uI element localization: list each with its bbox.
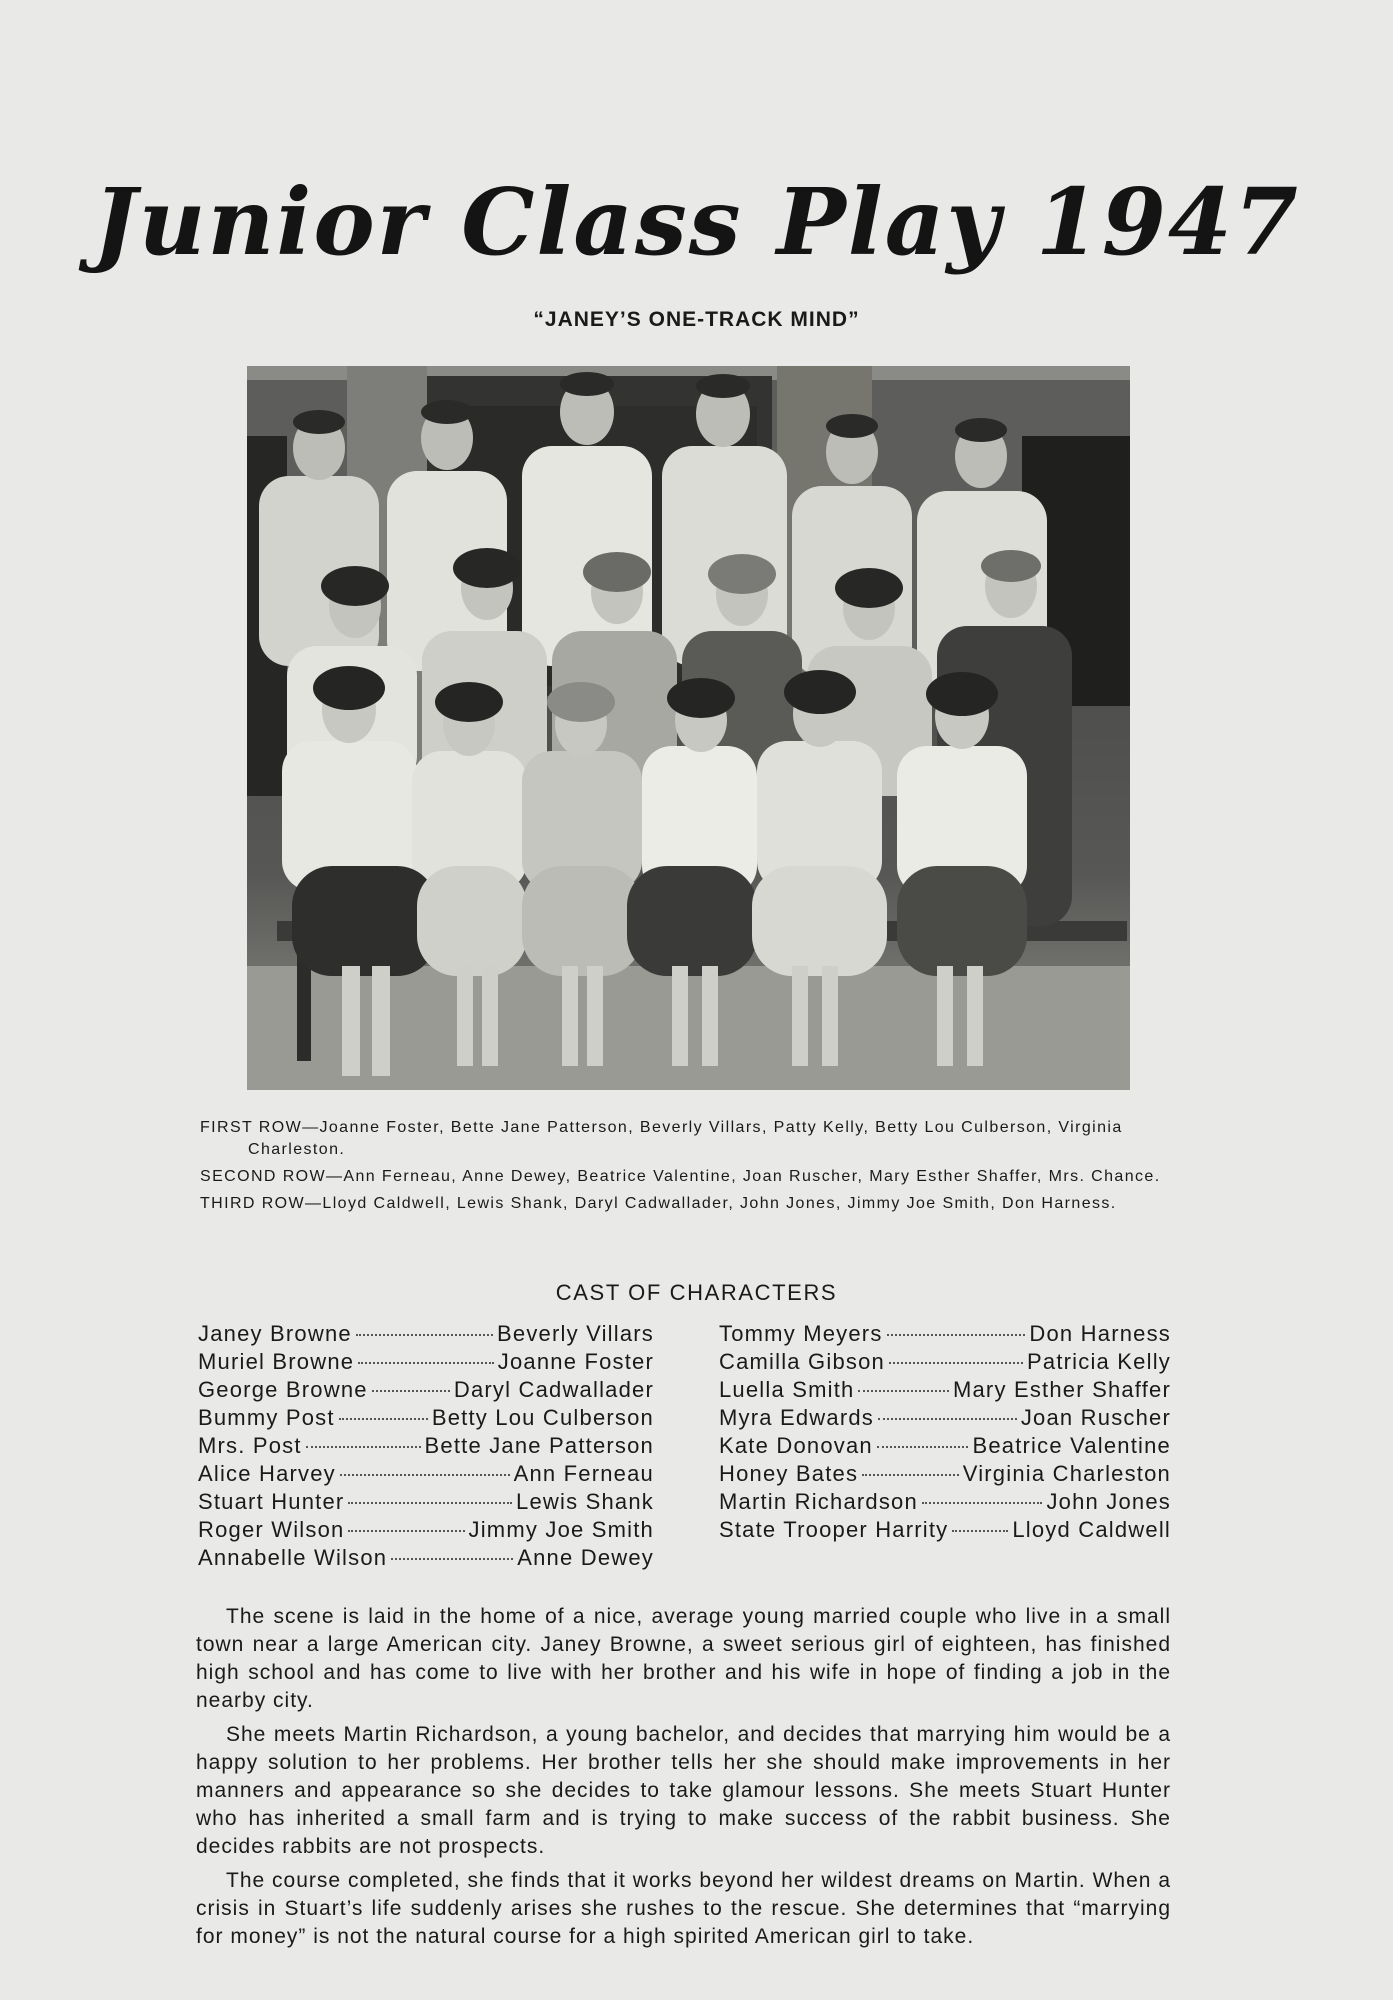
cast-row xyxy=(198,1320,654,1348)
cast-list-left xyxy=(198,1320,654,1572)
cast-role: Myra Edwards xyxy=(719,1405,874,1430)
cast-role: George Browne xyxy=(198,1377,368,1402)
cast-list-right xyxy=(719,1320,1171,1544)
cast-heading: CAST OF CHARACTERS xyxy=(555,1280,838,1305)
page-title: Junior Class Play 1947 xyxy=(93,168,1300,276)
cast-actor: Lewis Shank xyxy=(516,1489,654,1514)
cast-role: State Trooper Harrity xyxy=(719,1517,949,1542)
leader-dots xyxy=(922,1502,1043,1504)
leader-dots xyxy=(952,1530,1008,1532)
cast-role: Janey Browne xyxy=(198,1321,352,1346)
row-caption-third: THIRD ROW—Lloyd Caldwell, Lewis Shank, Daryl Cadwallader, John Jones, Jimmy Joe Smith, Don Harness. xyxy=(200,1195,1117,1212)
cast-role: Honey Bates xyxy=(719,1461,859,1486)
leader-dots xyxy=(862,1474,959,1476)
synopsis-paragraph: The scene is laid in the home of a nice, average young married couple who live in a small town near a large American city. Janey Browne, a sweet serious girl of eighteen, has finished high school and has come to live with her brother and his wife in hope of finding a job in the nearby city. xyxy=(196,1605,1171,1712)
cast-role: Roger Wilson xyxy=(198,1517,345,1542)
leader-dots xyxy=(358,1362,494,1364)
leader-dots xyxy=(348,1502,512,1504)
leader-dots xyxy=(306,1446,421,1448)
cast-role: Muriel Browne xyxy=(198,1349,355,1374)
cast-actor: Joan Ruscher xyxy=(1020,1405,1171,1430)
play-synopsis xyxy=(196,1603,1171,1957)
cast-actor: Patricia Kelly xyxy=(1027,1349,1171,1374)
leader-dots xyxy=(858,1390,949,1392)
cast-actor: Don Harness xyxy=(1029,1321,1171,1346)
cast-row xyxy=(719,1460,1171,1488)
cast-actor: Betty Lou Culberson xyxy=(431,1405,654,1430)
row-caption-first: FIRST ROW—Joanne Foster, Bette Jane Patterson, Beverly Villars, Patty Kelly, Betty Lou Culberson, Virginia Charleston. xyxy=(200,1119,1123,1158)
cast-actor: Ann Ferneau xyxy=(513,1461,654,1486)
cast-row xyxy=(198,1348,654,1376)
cast-actor: Bette Jane Patterson xyxy=(424,1433,654,1458)
cast-actor: Joanne Foster xyxy=(497,1349,654,1374)
leader-dots xyxy=(372,1390,450,1392)
cast-actor: Daryl Cadwallader xyxy=(453,1377,654,1402)
cast-actor: Beverly Villars xyxy=(497,1321,654,1346)
cast-role: Annabelle Wilson xyxy=(198,1545,388,1570)
leader-dots xyxy=(877,1446,969,1448)
leader-dots xyxy=(339,1418,428,1420)
cast-row xyxy=(719,1348,1171,1376)
cast-row xyxy=(198,1544,654,1572)
leader-dots xyxy=(356,1334,493,1336)
cast-row xyxy=(198,1516,654,1544)
cast-row xyxy=(719,1376,1171,1404)
cast-actor: Anne Dewey xyxy=(517,1545,654,1570)
leader-dots xyxy=(348,1530,464,1532)
cast-role: Martin Richardson xyxy=(719,1489,918,1514)
cast-row xyxy=(719,1404,1171,1432)
cast-row xyxy=(198,1432,654,1460)
play-title: “JANEY’S ONE-TRACK MIND” xyxy=(533,308,860,331)
cast-role: Camilla Gibson xyxy=(719,1349,885,1374)
cast-row xyxy=(198,1376,654,1404)
cast-row xyxy=(719,1516,1171,1544)
cast-actor: Beatrice Valentine xyxy=(972,1433,1171,1458)
leader-dots xyxy=(391,1558,513,1560)
synopsis-paragraph: The course completed, she finds that it works beyond her wildest dreams on Martin. When a crisis in Stuart’s life suddenly arises she rushes to the rescue. She determines that “marrying for money” is not the natural course for a high spirited American girl to take. xyxy=(196,1869,1171,1948)
photo-illustration xyxy=(247,366,1130,1090)
cast-row xyxy=(198,1404,654,1432)
cast-role: Alice Harvey xyxy=(198,1461,336,1486)
cast-role: Mrs. Post xyxy=(198,1433,302,1458)
cast-row xyxy=(719,1320,1171,1348)
row-caption-second: SECOND ROW—Ann Ferneau, Anne Dewey, Beatrice Valentine, Joan Ruscher, Mary Esther Shaffer, Mrs. Chance. xyxy=(200,1168,1161,1185)
cast-role: Luella Smith xyxy=(719,1377,855,1402)
cast-actor: Virginia Charleston xyxy=(962,1461,1171,1486)
cast-row xyxy=(198,1488,654,1516)
cast-role: Stuart Hunter xyxy=(198,1489,345,1514)
class-photo xyxy=(247,366,1130,1090)
leader-dots xyxy=(889,1362,1023,1364)
leader-dots xyxy=(887,1334,1026,1336)
cast-row xyxy=(719,1432,1171,1460)
cast-actor: Jimmy Joe Smith xyxy=(468,1517,654,1542)
synopsis-paragraph: She meets Martin Richardson, a young bachelor, and decides that marrying him would be a happy solution to her problems. Her brother tells her she should make improvements in her manners and appearance so she decides to take glamour lessons. She meets Stuart Hunter who has inherited a small farm and is trying to make success of the rabbit business. She decides rabbits are not prospects. xyxy=(196,1723,1171,1858)
leader-dots xyxy=(878,1418,1017,1420)
cast-row xyxy=(719,1488,1171,1516)
cast-role: Tommy Meyers xyxy=(719,1321,883,1346)
cast-role: Kate Donovan xyxy=(719,1433,873,1458)
cast-role: Bummy Post xyxy=(198,1405,335,1430)
cast-actor: Mary Esther Shaffer xyxy=(952,1377,1171,1402)
leader-dots xyxy=(340,1474,510,1476)
photo-caption xyxy=(200,1117,1174,1220)
cast-row xyxy=(198,1460,654,1488)
cast-actor: John Jones xyxy=(1046,1489,1171,1514)
cast-actor: Lloyd Caldwell xyxy=(1012,1517,1171,1542)
